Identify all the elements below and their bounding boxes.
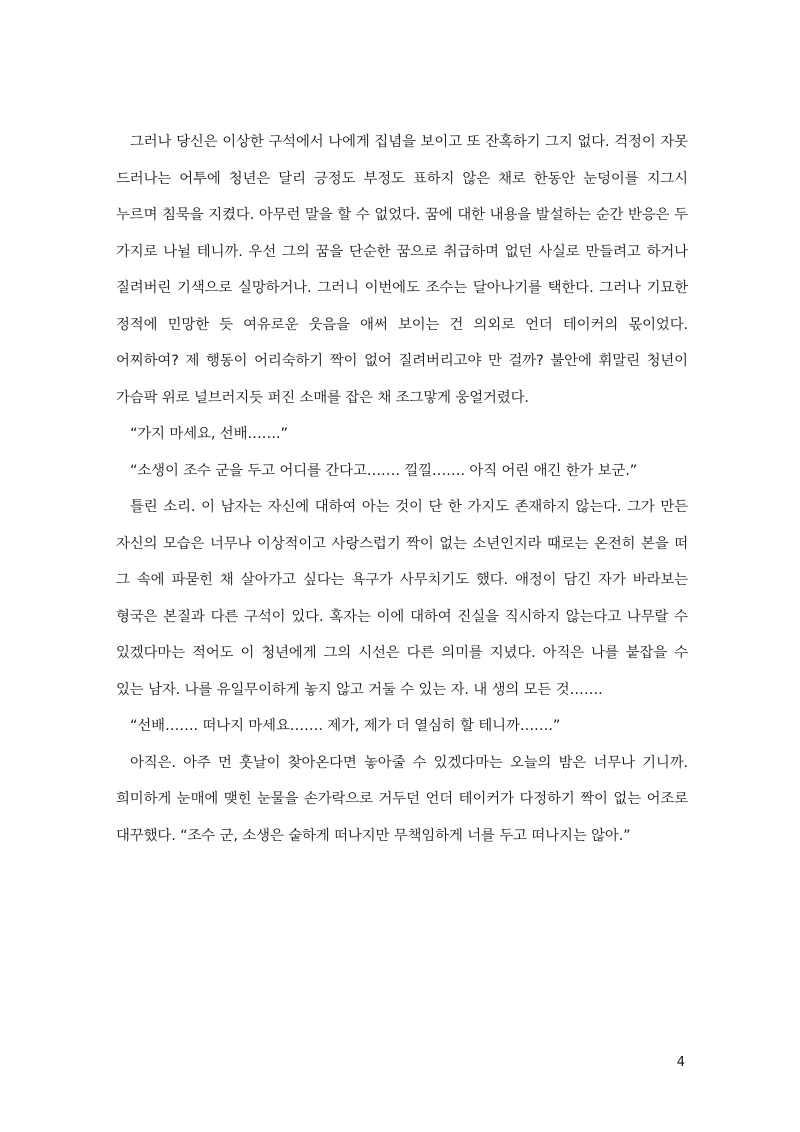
body-text — [116, 124, 688, 854]
paragraph-4: 틀린 소리. 이 남자는 자신에 대하여 아는 것이 단 한 가지도 존재하지 않는다. 그가 만든 자신의 모습은 너무나 이상적이고 사랑스럽기 짝이 없는 소년인지라 때로는 온전히 본을 떠 그 속에 파묻힌 채 살아가고 싶다는 욕구가 사무치기도 했다. 애정이 담긴 자가 바라보는 형국은 본질과 다른 구석이 있다. 혹자는 이에 대하여 진실을 직시하지 않는다고 나무랄 수 있겠다마는 적어도 이 청년에게 그의 시선은 다른 의미를 지녔다. 아직은 나를 붙잡을 수 있는 남자. 나를 유일무이하게 놓지 않고 거둘 수 있는 자. 내 생의 모든 것……. — [116, 499, 688, 698]
paragraph-1: 그러나 당신은 이상한 구석에서 나에게 집념을 보이고 또 잔혹하기 그지 없다. 걱정이 자못 드러나는 어투에 청년은 달리 긍정도 부정도 표하지 않은 채로 한동안 눈덩이를 지그시 누르며 침묵을 지켰다. 아무런 말을 할 수 없었다. 꿈에 대한 내용을 발설하는 순간 반응은 두 가지로 나뉠 테니까. 우선 그의 꿈을 단순한 꿈으로 취급하며 없던 사실로 만들려고 하거나 질려버린 기색으로 실망하거나. 그러니 이번에도 조수는 달아나기를 택한다. 그러나 기묘한 정적에 민망한 듯 여유로운 웃음을 애써 보이는 건 의외로 언더 테이커의 몫이었다. 어찌하여? 제 행동이 어리숙하기 짝이 없어 질려버리고야 만 걸까? 불안에 휘말린 청년이 가슴팍 위로 널브러지듯 퍼진 소매를 잡은 채 조그맣게 웅얼거렸다. — [116, 134, 688, 406]
paragraph-2: “가지 마세요, 선배…….” — [130, 426, 288, 442]
paragraph-5: “선배……. 떠나지 마세요……. 제가, 제가 더 열심히 할 테니까…….” — [130, 718, 561, 734]
paragraph-3: “소생이 조수 군을 두고 어디를 간다고……. 낄낄……. 아직 어린 애긴 한가 보군.” — [130, 462, 638, 479]
paragraph-6: 아직은. 아주 먼 훗날이 찾아온다면 놓아줄 수 있겠다마는 오늘의 밤은 너무나 기니까. 희미하게 눈매에 맺힌 눈물을 손가락으로 거두던 언더 테이커가 다정하기 짝이 없는 어조로 대꾸했다. “조수 군, 소생은 숱하게 떠나지만 무책임하게 너를 두고 떠나지는 않아.” — [116, 754, 688, 844]
page-number: 4 — [676, 1055, 685, 1070]
